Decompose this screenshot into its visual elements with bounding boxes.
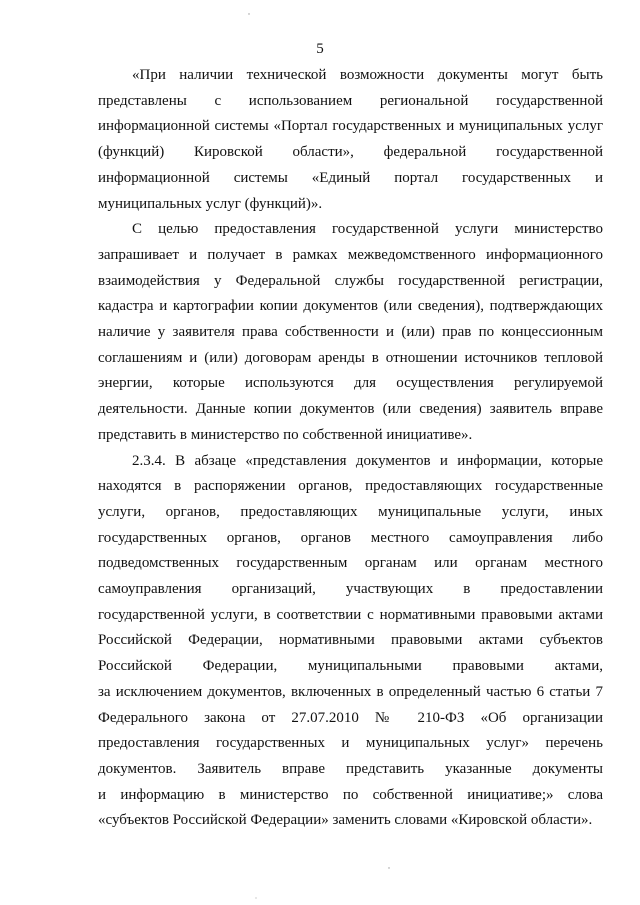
text-line: взаимодействия у Федеральной службы государственной регистрации, — [98, 272, 603, 289]
text-line: соглашениям и (или) договорам аренды в отношении источников тепловой — [98, 349, 603, 366]
document-body — [98, 63, 603, 834]
text-line: Федерального закона от 27.07.2010 № 210-ФЗ «Об организации — [98, 709, 603, 726]
text-line: подведомственных государственным органам или органам местного — [98, 555, 603, 572]
paragraph-1 — [98, 63, 603, 217]
text-line: муниципальных услуг (функций)». — [98, 195, 323, 212]
scan-speck — [255, 897, 256, 898]
scan-speck — [388, 867, 389, 868]
text-line: деятельности. Данные копии документов (или сведения) заявитель вправе — [98, 401, 603, 418]
text-line: запрашивает и получает в рамках межведомственного информационного — [98, 246, 603, 263]
text-line: кадастра и картографии копии документов (или сведения), подтверждающих — [98, 298, 603, 315]
text-line: документов. Заявитель вправе представить указанные документы — [98, 760, 603, 777]
text-line: С целью предоставления государственной услуги министерство — [132, 221, 603, 238]
text-line: 2.3.4. В абзаце «представления документов и информации, которые — [132, 452, 603, 469]
text-line: энергии, которые используются для осуществления регулируемой — [98, 375, 603, 392]
paragraph-3 — [98, 449, 603, 835]
text-line: государственных органов, органов местного самоуправления либо — [98, 529, 603, 546]
text-line: информационной системы «Портал государственных и муниципальных услуг — [98, 118, 603, 135]
text-line: государственной услуги, в соответствии с нормативными правовыми актами — [98, 606, 603, 623]
text-line: (функций) Кировской области», федеральной государственной — [98, 144, 603, 161]
page-number: 5 — [316, 41, 324, 57]
text-line: «При наличии технической возможности документы могут быть — [132, 67, 603, 83]
text-line: «субъектов Российской Федерации» заменить словами «Кировской области». — [98, 812, 593, 829]
text-line: наличие у заявителя права собственности и (или) прав по концессионным — [98, 324, 603, 341]
text-line: самоуправления организаций, участвующих в предоставлении — [98, 581, 603, 598]
text-line: предоставления государственных и муниципальных услуг» перечень — [98, 735, 603, 752]
text-line: представить в министерство по собственной инициативе». — [98, 426, 473, 443]
text-line: представлены с использованием региональной государственной — [98, 92, 603, 109]
text-line: и информацию в министерство по собственной инициативе;» слова — [98, 786, 603, 803]
paragraph-2 — [98, 217, 603, 448]
text-line: Российской Федерации, муниципальными правовыми актами, — [98, 658, 603, 675]
text-line: за исключением документов, включенных в определенный частью 6 статьи 7 — [98, 683, 603, 700]
scan-speck — [248, 13, 249, 14]
text-line: услуги, органов, предоставляющих муниципальные услуги, иных — [98, 503, 603, 520]
text-line: находятся в распоряжении органов, предоставляющих государственные — [98, 478, 603, 495]
text-line: Российской Федерации, нормативными правовыми актами субъектов — [98, 632, 603, 649]
text-line: информационной системы «Единый портал государственных и — [98, 169, 603, 186]
